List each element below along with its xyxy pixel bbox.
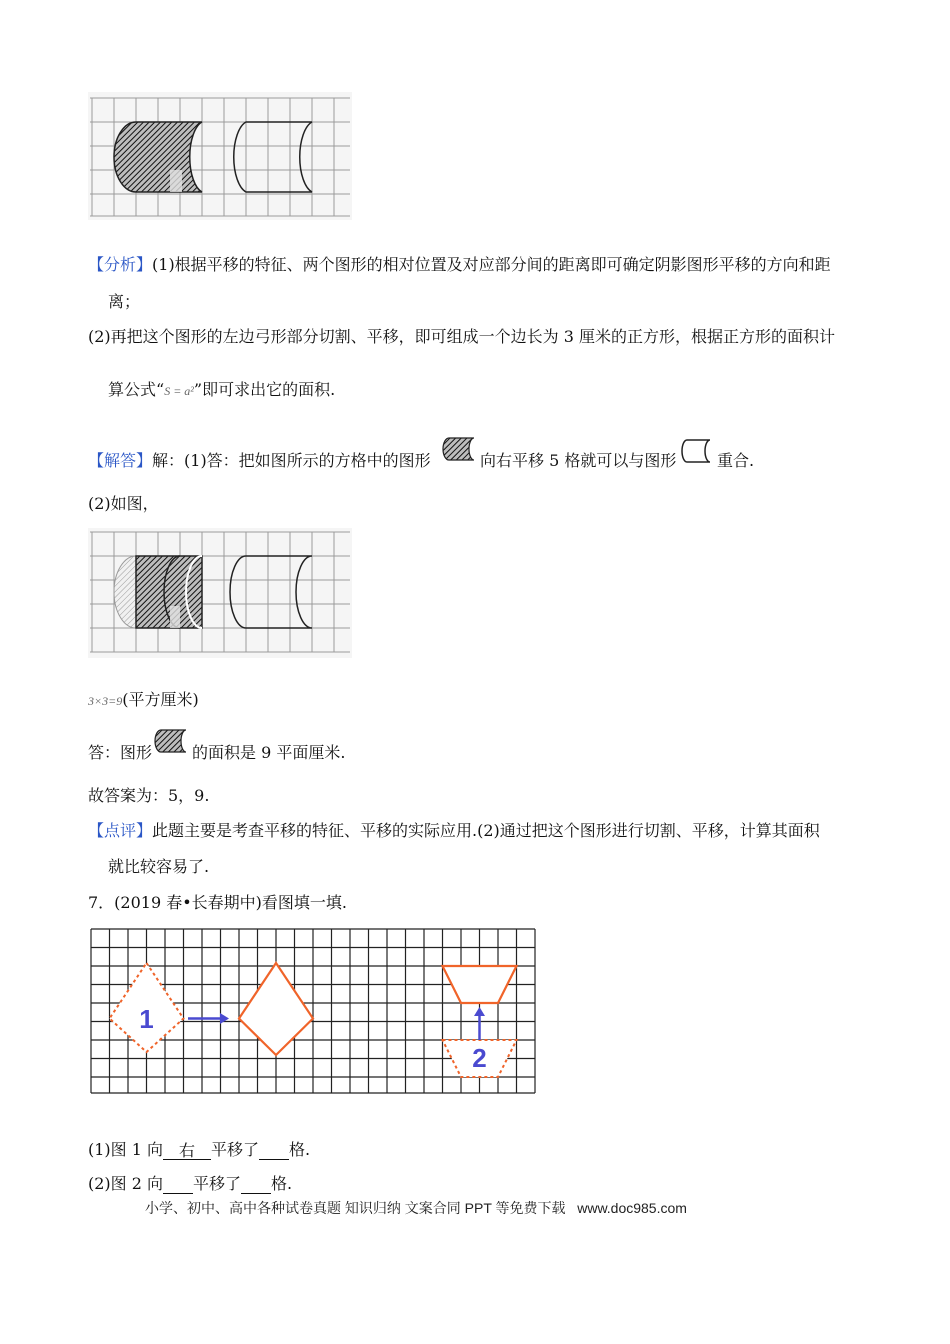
area-formula: S = a² [164, 384, 194, 398]
comment-line-2: 就比较容易了. [108, 857, 210, 876]
footer-text: 小学、初中、高中各种试卷真题 知识归纳 文案合同 PPT 等免费下载 [145, 1200, 566, 1216]
answer-part2: (2)如图， [88, 494, 159, 513]
q2-distance-blank[interactable] [241, 1175, 271, 1194]
q1-mid: 平移了 [211, 1140, 260, 1159]
analysis-tag: 【分析】 [88, 255, 153, 274]
q2-pre: (2)图 2 向 [88, 1174, 164, 1193]
figure-2-label: 2 [472, 1043, 487, 1073]
analysis-line-3-post: ”即可求出它的面积. [193, 380, 336, 399]
area-unit: (平方厘米) [122, 690, 199, 709]
analysis-line-3-pre: 算公式“ [108, 380, 165, 399]
shaded-shape-icon-2 [154, 726, 190, 756]
analysis-line-1-cont: 离； [108, 292, 141, 311]
answer-tag: 【解答】 [88, 451, 153, 470]
answer-part1-pre: 解：(1)答：把如图所示的方格中的图形 [152, 451, 431, 470]
figure-grid-translation [88, 925, 538, 1095]
answer-part1-mid: 向右平移 5 格就可以与图形 [480, 451, 677, 470]
comment-line-1: 此题主要是考查平移的特征、平移的实际应用.(2)通过把这个图形进行切割、平移，计算其面积 [152, 821, 820, 840]
q1-direction-blank[interactable]: 右 [163, 1141, 211, 1160]
area-calculation: 3×3=9 [88, 694, 123, 708]
q1-distance-blank[interactable] [259, 1141, 289, 1160]
question-7-title: 7．(2019 春•长春期中)看图填一填. [88, 893, 347, 912]
shaded-shape-icon [442, 434, 478, 464]
answer-conclusion-pre: 答：图形 [88, 743, 153, 762]
q1-post: 格. [289, 1140, 311, 1159]
figure-grid-top [88, 92, 352, 220]
outline-shape-icon [680, 436, 716, 466]
q2-mid: 平移了 [193, 1174, 242, 1193]
comment-tag: 【点评】 [88, 821, 153, 840]
figure-1-label: 1 [139, 1004, 154, 1034]
q1-pre: (1)图 1 向 [88, 1140, 164, 1159]
final-answer: 故答案为：5，9. [88, 786, 210, 805]
figure-grid-middle [88, 528, 352, 658]
answer-conclusion-post: 的面积是 9 平面厘米. [192, 743, 346, 762]
analysis-line-1: (1)根据平移的特征、两个图形的相对位置及对应部分间的距离即可确定阴影图形平移的方向和距 [152, 255, 831, 274]
answer-part1-post: 重合. [717, 451, 755, 470]
analysis-line-2: (2)再把这个图形的左边弓形部分切割、平移，即可组成一个边长为 3 厘米的正方形，根据正方形的面积计 [88, 327, 836, 346]
q2-post: 格. [271, 1174, 293, 1193]
footer-url[interactable]: www.doc985.com [577, 1200, 687, 1216]
q2-direction-blank[interactable] [163, 1175, 193, 1194]
